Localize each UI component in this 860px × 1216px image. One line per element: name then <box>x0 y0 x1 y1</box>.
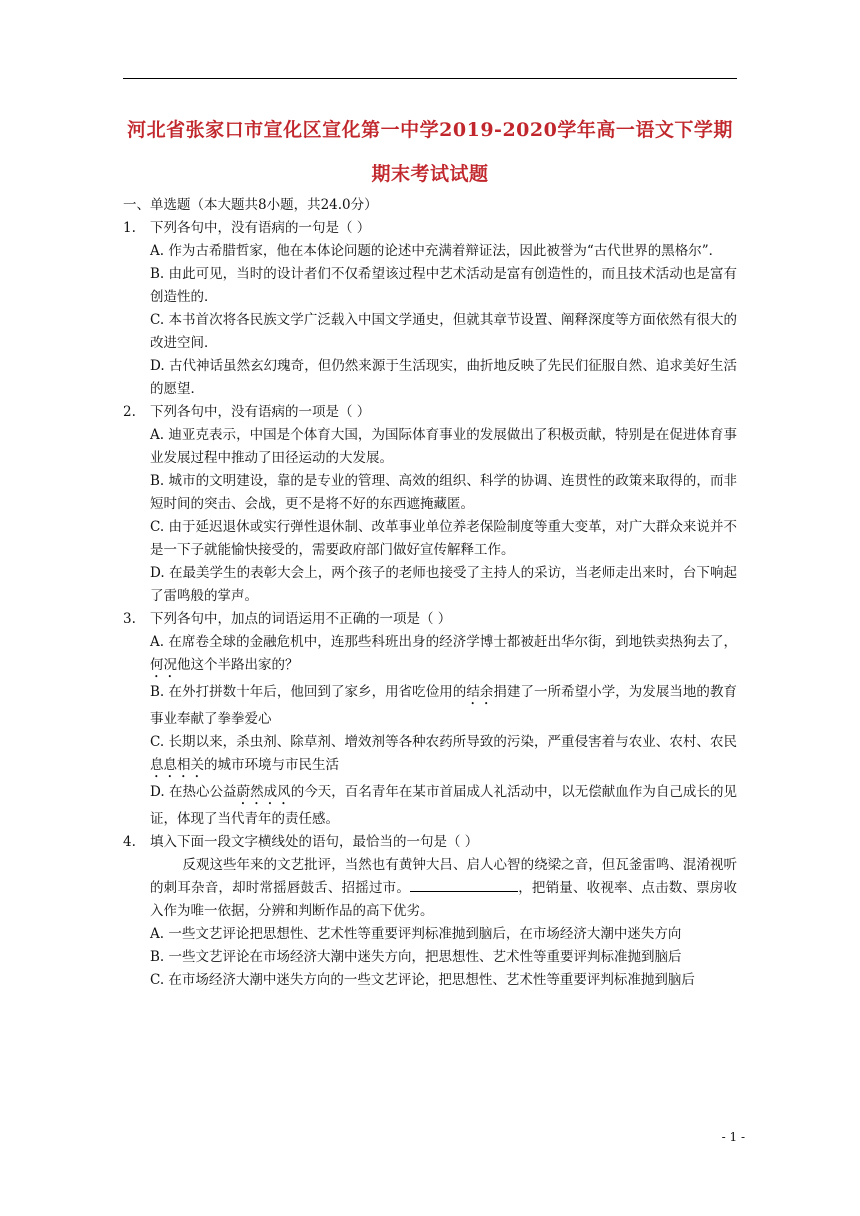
question-number: 4. <box>123 834 136 850</box>
question-1 <box>123 217 737 240</box>
option-text: 的今天，百名青年在某市首届成人礼活动中，以无偿献血作为自己成长的见证，体现了当代青年的责任感。 <box>150 784 737 827</box>
passage-text: 反观这些年来的文艺批评，当然也有黄钟大吕、启人心智的绕梁之音，但瓦釜雷鸣、混淆视听的刺耳杂音，却时常摇唇鼓舌、招摇过市。 <box>150 857 737 896</box>
option-1b: B. 由此可见，当时的设计者们不仅希望该过程中艺术活动是富有创造性的，而且技术活动也是富有创造性的． <box>150 266 737 305</box>
option-text: A. 在席卷全球的金融危机中，连那些科班出身的经济学博士都被赶出华尔街，到地铁卖热狗去了， <box>150 634 737 650</box>
option-2b: B. 城市的文明建设，靠的是专业的管理、高效的组织、科学的协调、连贯性的政策来取得的，而非短时间的突击、会战，更不是将不好的东西遮掩藏匿。 <box>150 473 737 512</box>
dotted-word: 何况 <box>150 657 177 673</box>
question-stem: 下列各句中，加点的词语运用不正确的一项是（ ） <box>150 611 452 627</box>
option-text: C. 长期以来，杀虫剂、除草剂、增效剂等各种农药所导致的污染，严重侵害着与农业、农村、农民 <box>150 734 737 750</box>
option-3d <box>123 781 737 831</box>
section-heading: 一、单选题（本大题共8小题，共24.0分） <box>123 197 378 213</box>
dotted-word: 结余 <box>466 684 494 700</box>
option-4a: A. 一些文艺评论把思想性、艺术性等重要评判标准抛到脑后，在市场经济大潮中迷失方向 <box>150 926 682 942</box>
option-4b: B. 一些文艺评论在市场经济大潮中迷失方向，把思想性、艺术性等重要评判标准抛到脑后 <box>150 949 682 965</box>
option-text: D. 在热心公益 <box>150 784 237 800</box>
option-1d: D. 古代神话虽然玄幻瑰奇，但仍然来源于生活现实，曲折地反映了先民们征服自然、追求美好生活的愿望． <box>150 358 737 397</box>
passage-text: ，把销量、收视率、点击数、票房收入作为唯一依据，分辨和判断作品的高下优劣。 <box>150 880 738 919</box>
question-stem: 下列各句中，没有语病的一项是（ ） <box>150 404 371 420</box>
option-text: 捐建了一所希望小学，为发展当地的教育事业奉献了拳拳爱心 <box>150 684 738 727</box>
option-3a <box>123 631 737 681</box>
document-title-line-1: 河北省张家口市宣化区宣化第一中学2019-2020学年高一语文下学期 <box>127 119 733 141</box>
option-4c: C. 在市场经济大潮中迷失方向的一些文艺评论，把思想性、艺术性等重要评判标准抛到脑后 <box>150 972 695 988</box>
question-3 <box>123 608 737 631</box>
question-2 <box>123 401 737 424</box>
option-2a: A. 迪亚克表示，中国是个体育大国，为国际体育事业的发展做出了积极贡献，特别是在促进体育事业发展过程中推动了田径运动的大发展。 <box>150 427 737 466</box>
option-text: B. 在外打拼数十年后，他回到了家乡，用省吃俭用的 <box>150 684 467 700</box>
option-1a: A. 作为古希腊哲家，他在本体论问题的论述中充满着辩证法，因此被誉为“古代世界的黑格尔”． <box>150 243 723 259</box>
question-number: 1. <box>123 220 136 236</box>
option-2c: C. 由于延迟退休或实行弹性退休制、改革事业单位养老保险制度等重大变革，对广大群众来说并不是一下子就能愉快接受的，需要政府部门做好宣传解释工作。 <box>150 519 737 558</box>
option-3c <box>123 731 737 781</box>
question-number: 3. <box>123 611 136 627</box>
dotted-word: 蔚然成风 <box>236 784 291 800</box>
page-number: - 1 - <box>721 1130 745 1144</box>
reading-passage <box>123 854 737 923</box>
option-text: 他这个半路出家的？ <box>177 657 299 673</box>
header-rule <box>123 78 737 79</box>
option-3b <box>123 681 737 731</box>
question-number: 2. <box>123 404 136 420</box>
fill-in-blank <box>410 877 518 892</box>
document-title-line-2: 期末考试试题 <box>371 163 489 185</box>
option-1c: C. 本书首次将各民族文学广泛载入中国文学通史，但就其章节设置、阐释深度等方面依然有很大的改进空间． <box>150 312 737 351</box>
document-body <box>123 194 737 992</box>
question-4 <box>123 831 737 854</box>
question-stem: 下列各句中，没有语病的一句是（ ） <box>150 220 371 236</box>
dotted-word: 息息相关 <box>150 757 204 773</box>
option-text: 的城市环境与市民生活 <box>204 757 339 773</box>
question-stem: 填入下面一段文字横线处的语句，最恰当的一句是（ ） <box>150 834 479 850</box>
option-2d: D. 在最美学生的表彰大会上，两个孩子的老师也接受了主持人的采访，当老师走出来时，台下响起了雷鸣般的掌声。 <box>150 565 737 604</box>
